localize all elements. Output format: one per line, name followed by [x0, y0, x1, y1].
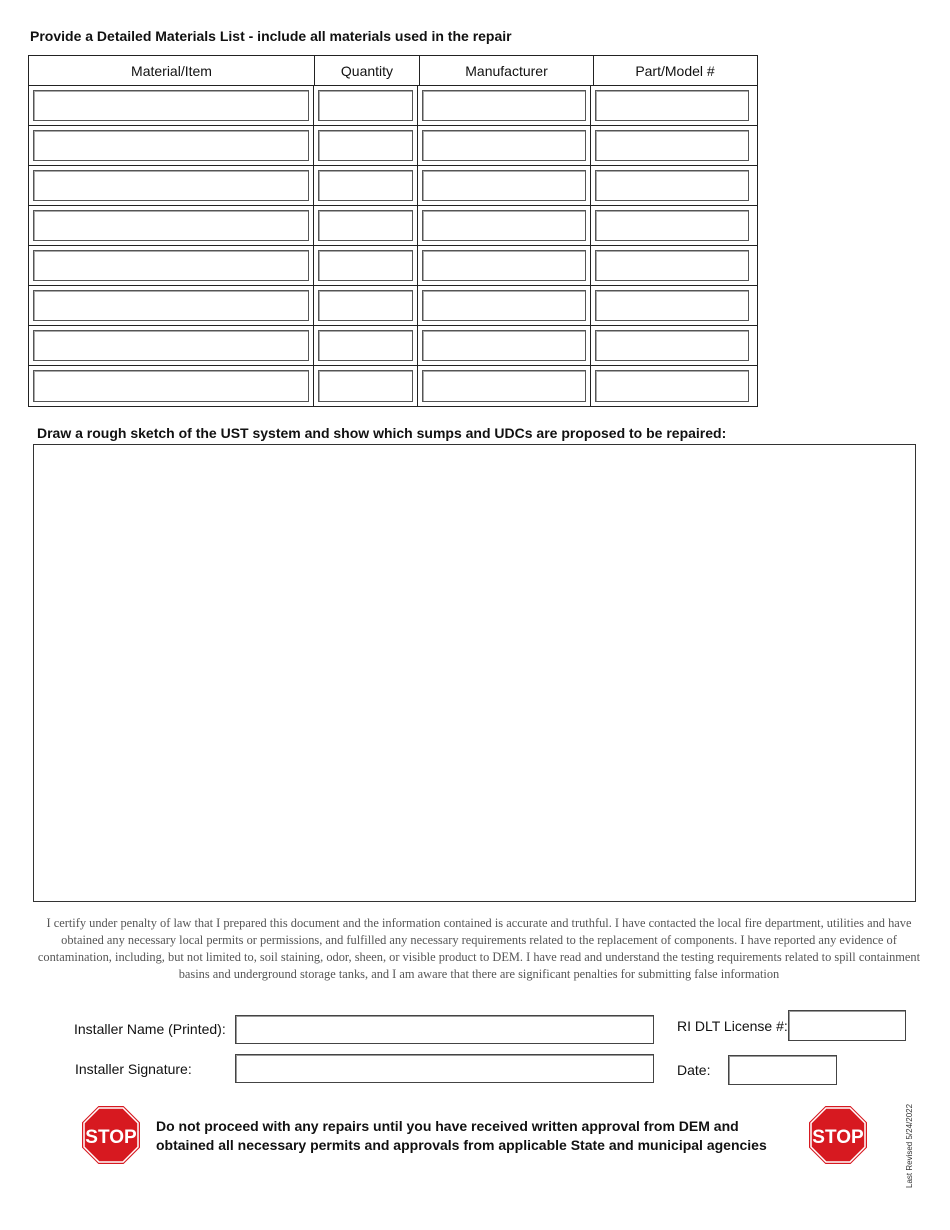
- table-row: [29, 246, 757, 286]
- table-row: [29, 86, 757, 126]
- column-header-material: Material/Item: [29, 56, 315, 85]
- quantity-input[interactable]: [318, 170, 413, 201]
- material-input[interactable]: [33, 90, 309, 121]
- part-model-input[interactable]: [595, 210, 749, 241]
- table-cell: [29, 126, 314, 165]
- part-model-input[interactable]: [595, 330, 749, 361]
- table-cell: [29, 166, 314, 205]
- table-cell: [29, 206, 314, 245]
- table-body: [29, 86, 757, 406]
- quantity-input[interactable]: [318, 210, 413, 241]
- part-model-input[interactable]: [595, 250, 749, 281]
- part-model-input[interactable]: [595, 370, 749, 402]
- quantity-input[interactable]: [318, 250, 413, 281]
- table-cell: [591, 126, 753, 165]
- table-cell: [29, 286, 314, 325]
- table-cell: [591, 286, 753, 325]
- table-row: [29, 126, 757, 166]
- certification-statement: I certify under penalty of law that I prepared this document and the information contained is accurate and truthful. I have contacted the local fire department, utilities and have obtained any necessary local permits or permissions, and fulfilled any necessary requirements related to the replacement of components. I have reported any evidence of contamination, including, but not limited to, soil staining, odor, sheen, or visible product to DEM. I have read and understand the testing requirements related to spill containment basins and underground storage tanks, and I am aware that there are significant penalties for submitting false information: [37, 916, 921, 981]
- table-cell: [418, 246, 591, 285]
- table-cell: [314, 166, 418, 205]
- installer-signature-field[interactable]: [235, 1054, 654, 1083]
- material-input[interactable]: [33, 210, 309, 241]
- column-header-part-model: Part/Model #: [635, 62, 715, 79]
- date-label: Date:: [677, 1062, 711, 1078]
- table-row: [29, 286, 757, 326]
- table-cell: [418, 166, 591, 205]
- table-row: [29, 206, 757, 246]
- quantity-input[interactable]: [318, 290, 413, 321]
- table-cell: [314, 246, 418, 285]
- manufacturer-input[interactable]: [422, 330, 586, 361]
- material-input[interactable]: [33, 330, 309, 361]
- part-model-input[interactable]: [595, 90, 749, 121]
- table-cell: [314, 206, 418, 245]
- installer-signature-label: Installer Signature:: [75, 1061, 192, 1077]
- part-model-input[interactable]: [595, 290, 749, 321]
- license-field[interactable]: [788, 1010, 906, 1041]
- material-input[interactable]: [33, 170, 309, 201]
- sketch-heading: Draw a rough sketch of the UST system and show which sumps and UDCs are proposed to be repaired:: [37, 425, 727, 441]
- table-row: [29, 326, 757, 366]
- revision-date: Last Revised 5/24/2022: [905, 1103, 914, 1188]
- material-input[interactable]: [33, 370, 309, 402]
- materials-heading: Provide a Detailed Materials List - include all materials used in the repair: [30, 28, 512, 44]
- manufacturer-input[interactable]: [422, 130, 586, 161]
- material-input[interactable]: [33, 250, 309, 281]
- table-cell: [29, 86, 314, 125]
- materials-table: [28, 55, 758, 407]
- manufacturer-input[interactable]: [422, 250, 586, 281]
- column-header-manufacturer: Manufacturer: [420, 56, 594, 85]
- table-cell: [591, 86, 753, 125]
- warning-line-1: Do not proceed with any repairs until you have received written approval from DEM and: [156, 1118, 739, 1134]
- installer-name-label: Installer Name (Printed):: [74, 1021, 226, 1037]
- table-cell: [418, 366, 591, 406]
- table-cell: [314, 326, 418, 365]
- installer-name-field[interactable]: [235, 1015, 654, 1044]
- part-model-input[interactable]: [595, 130, 749, 161]
- table-cell: [314, 86, 418, 125]
- quantity-input[interactable]: [318, 330, 413, 361]
- column-header-quantity: Quantity: [315, 56, 420, 85]
- warning-line-2: obtained all necessary permits and approvals from applicable State and municipal agencies: [156, 1137, 767, 1153]
- material-input[interactable]: [33, 290, 309, 321]
- table-cell: [314, 286, 418, 325]
- table-cell: [591, 366, 753, 406]
- table-cell: [418, 286, 591, 325]
- quantity-input[interactable]: [318, 370, 413, 402]
- manufacturer-input[interactable]: [422, 90, 586, 121]
- table-header: [29, 56, 757, 86]
- manufacturer-input[interactable]: [422, 290, 586, 321]
- sketch-area[interactable]: [33, 444, 916, 902]
- stop-sign-text: STOP: [812, 1127, 864, 1148]
- manufacturer-input[interactable]: [422, 210, 586, 241]
- table-cell: [591, 246, 753, 285]
- table-cell: [418, 126, 591, 165]
- part-model-input[interactable]: [595, 170, 749, 201]
- table-cell: [314, 366, 418, 406]
- warning-message: [156, 1117, 796, 1155]
- table-cell: [29, 366, 314, 406]
- table-cell: [591, 326, 753, 365]
- table-cell: [418, 86, 591, 125]
- table-cell: [29, 246, 314, 285]
- table-cell: [314, 126, 418, 165]
- table-cell: [29, 326, 314, 365]
- quantity-input[interactable]: [318, 90, 413, 121]
- table-cell: [418, 326, 591, 365]
- table-cell: [591, 166, 753, 205]
- stop-sign-icon: [807, 1104, 869, 1166]
- date-field[interactable]: [728, 1055, 837, 1085]
- manufacturer-input[interactable]: [422, 370, 586, 402]
- stop-sign-text: STOP: [85, 1127, 137, 1148]
- stop-sign-icon: [80, 1104, 142, 1166]
- table-cell: [418, 206, 591, 245]
- table-row: [29, 166, 757, 206]
- license-label: RI DLT License #:: [677, 1018, 788, 1034]
- quantity-input[interactable]: [318, 130, 413, 161]
- table-row: [29, 366, 757, 406]
- manufacturer-input[interactable]: [422, 170, 586, 201]
- material-input[interactable]: [33, 130, 309, 161]
- table-cell: [591, 206, 753, 245]
